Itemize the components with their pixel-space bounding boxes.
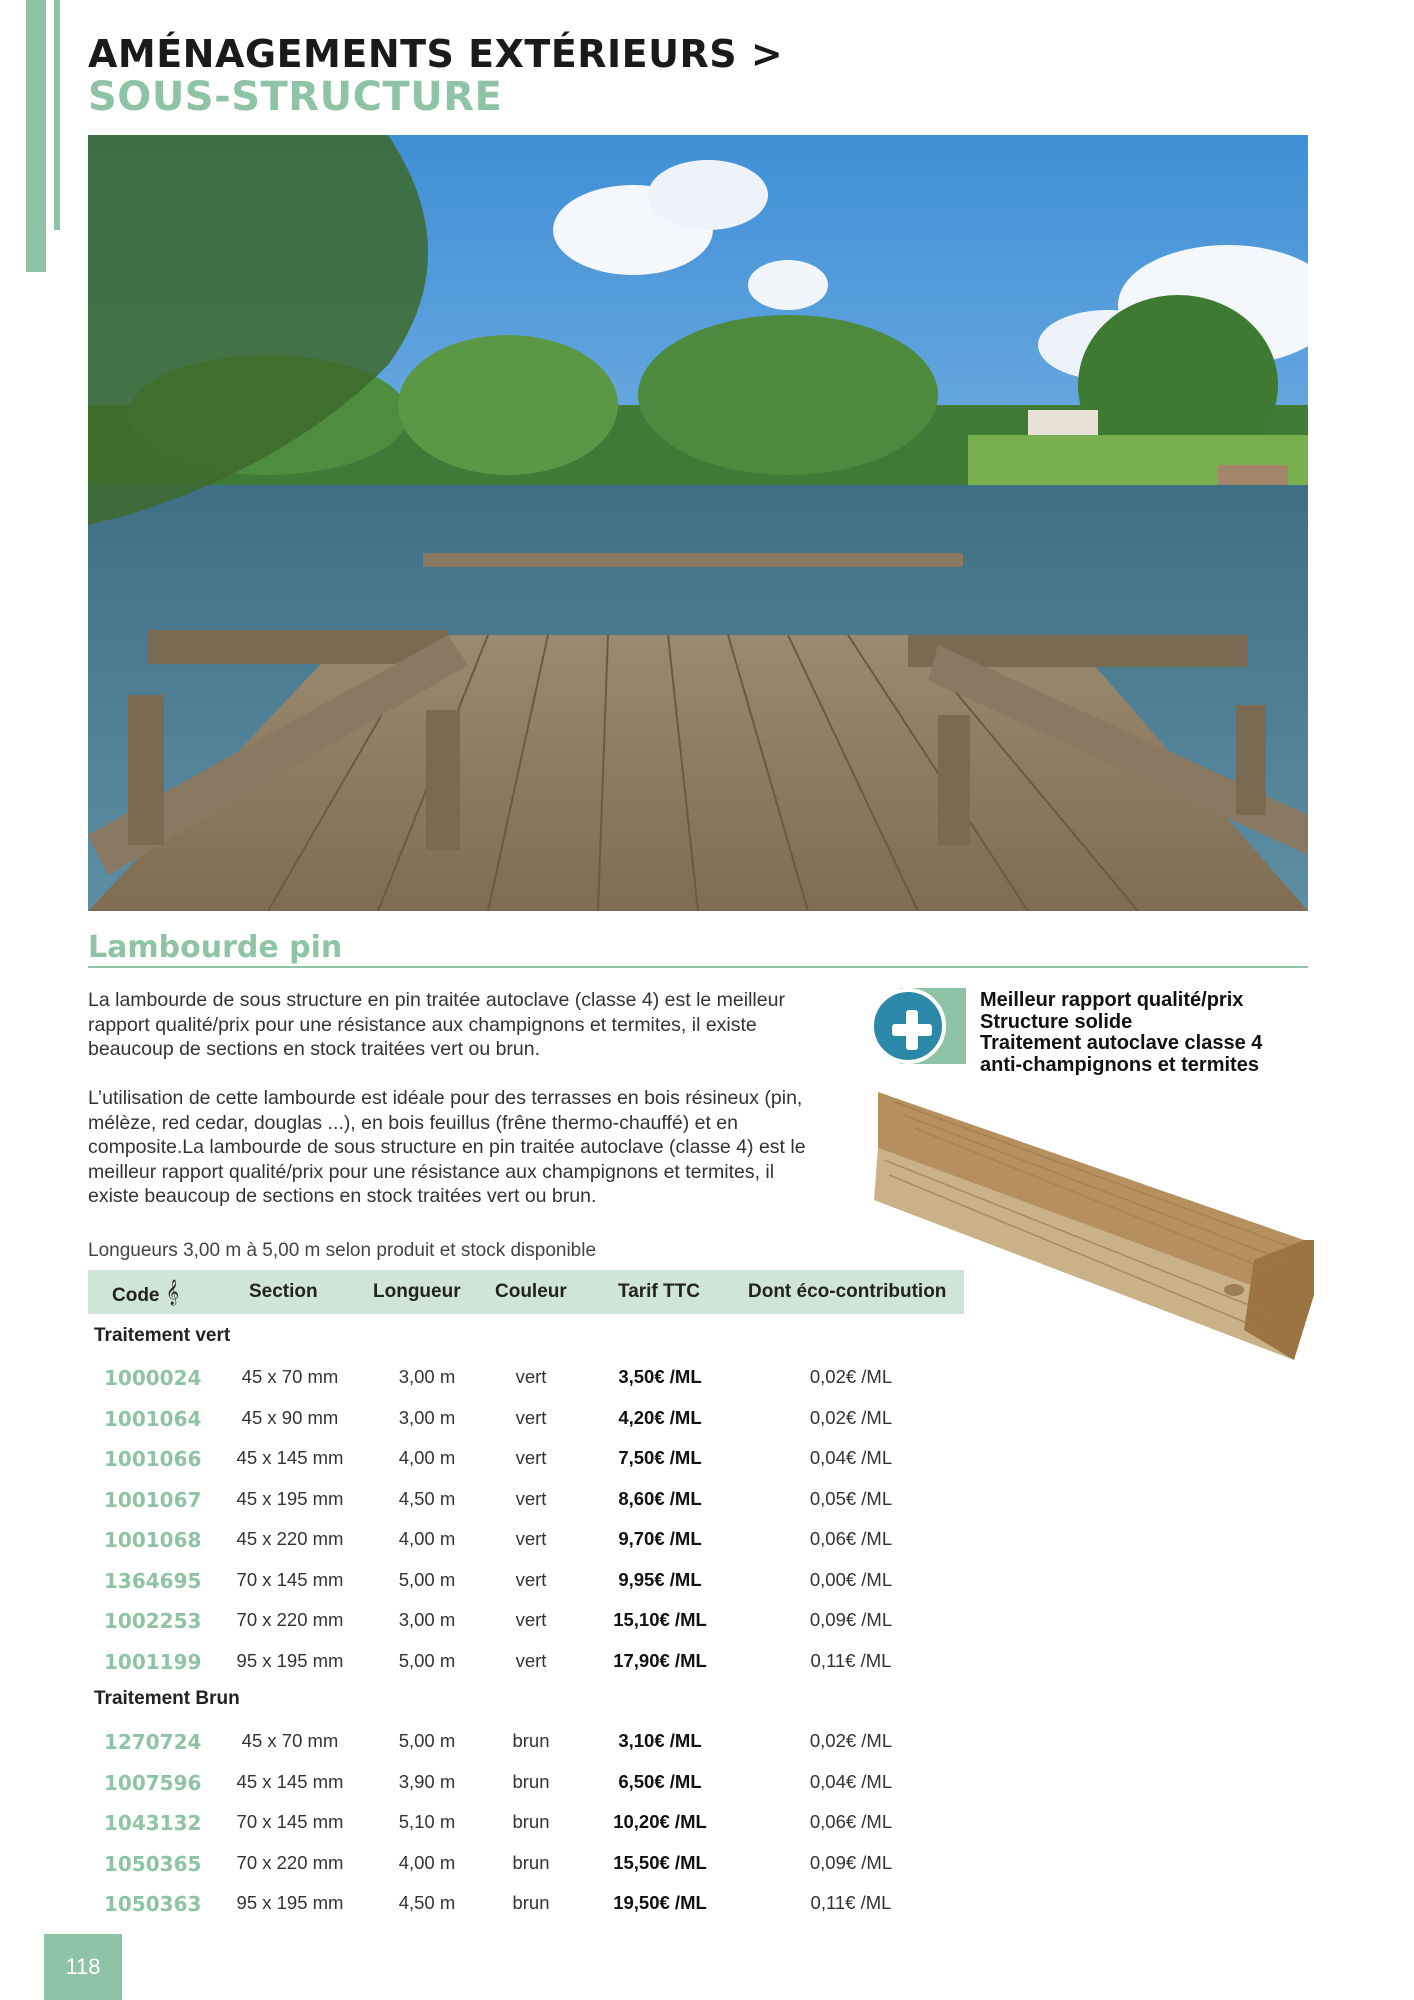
row-price: 9,95€ /ML [618, 1569, 702, 1590]
section-divider [88, 966, 1308, 968]
row-price: 15,10€ /ML [613, 1609, 707, 1630]
row-eco: 0,00€ /ML [809, 1569, 893, 1590]
row-color: brun [512, 1811, 550, 1832]
row-section: 45 x 70 mm [241, 1730, 339, 1751]
row-eco: 0,11€ /ML [810, 1892, 892, 1913]
column-header-length: Longueur [373, 1281, 461, 1302]
table-row [88, 1366, 964, 1406]
row-price: 3,10€ /ML [618, 1730, 702, 1751]
row-code: 1001199 [104, 1650, 202, 1674]
row-section: 45 x 145 mm [236, 1771, 344, 1792]
row-eco: 0,06€ /ML [809, 1811, 893, 1832]
row-section: 70 x 220 mm [236, 1609, 344, 1630]
column-header-color: Couleur [495, 1281, 567, 1302]
benefit-item: Structure solide [980, 1010, 1133, 1033]
table-row [88, 1609, 964, 1649]
row-eco: 0,02€ /ML [809, 1730, 893, 1751]
row-color: vert [515, 1650, 547, 1671]
row-price: 4,20€ /ML [618, 1407, 702, 1428]
table-header [88, 1270, 964, 1314]
row-color: vert [515, 1488, 547, 1509]
row-section: 70 x 145 mm [236, 1569, 344, 1590]
table-row [88, 1528, 964, 1568]
treble-clef-icon: 𝄞 [166, 1279, 180, 1304]
row-code: 1001064 [104, 1407, 202, 1431]
column-header-section: Section [249, 1281, 318, 1302]
row-section: 95 x 195 mm [236, 1650, 344, 1671]
lumber-beam-image [874, 1090, 1314, 1380]
table-row [88, 1811, 964, 1851]
row-length: 3,90 m [398, 1771, 456, 1792]
row-length: 4,00 m [398, 1447, 456, 1468]
column-header-code: Code [112, 1285, 160, 1306]
plus-icon [870, 988, 946, 1064]
row-color: brun [512, 1771, 550, 1792]
row-eco: 0,09€ /ML [809, 1609, 893, 1630]
benefit-item: Meilleur rapport qualité/prix [980, 989, 1244, 1011]
row-price: 15,50€ /ML [613, 1852, 707, 1873]
row-color: vert [515, 1366, 547, 1387]
row-eco: 0,05€ /ML [809, 1488, 893, 1509]
row-code: 1000024 [104, 1366, 202, 1390]
row-color: brun [512, 1852, 550, 1873]
row-price: 17,90€ /ML [613, 1650, 707, 1671]
row-length: 3,00 m [398, 1609, 456, 1630]
row-code: 1002253 [104, 1609, 202, 1633]
row-price: 3,50€ /ML [618, 1366, 702, 1387]
row-eco: 0,06€ /ML [809, 1528, 893, 1549]
row-length: 4,00 m [398, 1852, 456, 1873]
row-code: 1007596 [104, 1771, 202, 1795]
row-code: 1050365 [104, 1852, 202, 1876]
row-code: 1001067 [104, 1488, 202, 1512]
column-header-price: Tarif TTC [618, 1281, 700, 1302]
benefits-list [980, 990, 1262, 1076]
row-section: 45 x 90 mm [241, 1407, 339, 1428]
group-label-vert: Traitement vert [94, 1325, 231, 1346]
decorative-side-bar [26, 0, 46, 272]
table-row [88, 1569, 964, 1609]
lengths-note: Longueurs 3,00 m à 5,00 m selon produit et stock disponible [88, 1240, 597, 1261]
row-section: 45 x 220 mm [236, 1528, 344, 1549]
row-eco: 0,02€ /ML [809, 1366, 893, 1387]
table-row [88, 1407, 964, 1447]
row-price: 9,70€ /ML [618, 1528, 702, 1549]
row-length: 3,00 m [398, 1407, 456, 1428]
row-eco: 0,04€ /ML [809, 1771, 893, 1792]
table-row [88, 1730, 964, 1770]
row-color: brun [512, 1892, 550, 1913]
row-code: 1270724 [104, 1730, 202, 1754]
row-eco: 0,09€ /ML [809, 1852, 893, 1873]
benefit-item: anti-champignons et termites [980, 1053, 1259, 1076]
row-code: 1043132 [104, 1811, 202, 1835]
group-label-brun: Traitement Brun [94, 1688, 240, 1709]
table-row [88, 1447, 964, 1487]
row-length: 5,00 m [398, 1569, 456, 1590]
product-description-1: La lambourde de sous structure en pin traitée autoclave (classe 4) est le meilleur rapport qualité/prix pour une résistance aux champignons et termites, il existe beaucoup de sections en stock traitées vert ou brun. [88, 989, 785, 1060]
row-price: 8,60€ /ML [618, 1488, 702, 1509]
row-eco: 0,04€ /ML [809, 1447, 893, 1468]
row-eco: 0,02€ /ML [809, 1407, 893, 1428]
benefit-item: Traitement autoclave classe 4 [980, 1032, 1263, 1054]
row-section: 45 x 70 mm [241, 1366, 339, 1387]
row-section: 95 x 195 mm [236, 1892, 344, 1913]
row-color: vert [515, 1447, 547, 1468]
row-color: vert [515, 1569, 547, 1590]
row-color: vert [515, 1609, 547, 1630]
row-code: 1050363 [104, 1892, 202, 1916]
table-row [88, 1650, 964, 1690]
table-row [88, 1852, 964, 1892]
row-length: 5,00 m [398, 1650, 456, 1671]
row-length: 4,00 m [398, 1528, 456, 1549]
row-section: 45 x 195 mm [236, 1488, 344, 1509]
row-section: 45 x 145 mm [236, 1447, 344, 1468]
row-section: 70 x 145 mm [236, 1811, 344, 1832]
row-code: 1001068 [104, 1528, 202, 1552]
row-price: 10,20€ /ML [613, 1811, 707, 1832]
row-length: 4,50 m [398, 1488, 456, 1509]
row-length: 4,50 m [398, 1892, 456, 1913]
row-color: vert [515, 1528, 547, 1549]
row-section: 70 x 220 mm [236, 1852, 344, 1873]
row-eco: 0,11€ /ML [810, 1650, 892, 1671]
row-length: 5,10 m [398, 1811, 456, 1832]
row-price: 7,50€ /ML [618, 1447, 702, 1468]
row-code: 1001066 [104, 1447, 202, 1471]
table-row [88, 1771, 964, 1811]
product-description-2: L’utilisation de cette lambourde est idéale pour des terrasses en bois résineux (pin, mélèze, red cedar, douglas ...), en bois feuillus (frêne thermo-chauffé) et en composite.La lambourde de sous structure en pin traitée autoclave (classe 4) est le meilleur rapport qualité/prix pour une résistance aux champignons et termites, il existe beaucoup de sections en stock traitées vert ou brun. [88, 1087, 806, 1207]
page-title-subcategory: SOUS-STRUCTURE [88, 74, 503, 120]
plus-badge [870, 988, 966, 1064]
row-length: 3,00 m [398, 1366, 456, 1387]
column-header-eco: Dont éco-contribution [748, 1281, 947, 1302]
row-price: 6,50€ /ML [618, 1771, 702, 1792]
decorative-side-line [54, 0, 60, 230]
page-number: 118 [44, 1934, 122, 2000]
row-color: vert [515, 1407, 547, 1428]
table-row [88, 1892, 964, 1932]
row-price: 19,50€ /ML [613, 1892, 707, 1913]
row-color: brun [512, 1730, 550, 1751]
hero-photo-lake-deck [88, 135, 1308, 911]
product-title: Lambourde pin [88, 930, 343, 965]
row-length: 5,00 m [398, 1730, 456, 1751]
table-row [88, 1488, 964, 1528]
page-title-category: AMÉNAGEMENTS EXTÉRIEURS > [88, 32, 784, 76]
row-code: 1364695 [104, 1569, 202, 1593]
